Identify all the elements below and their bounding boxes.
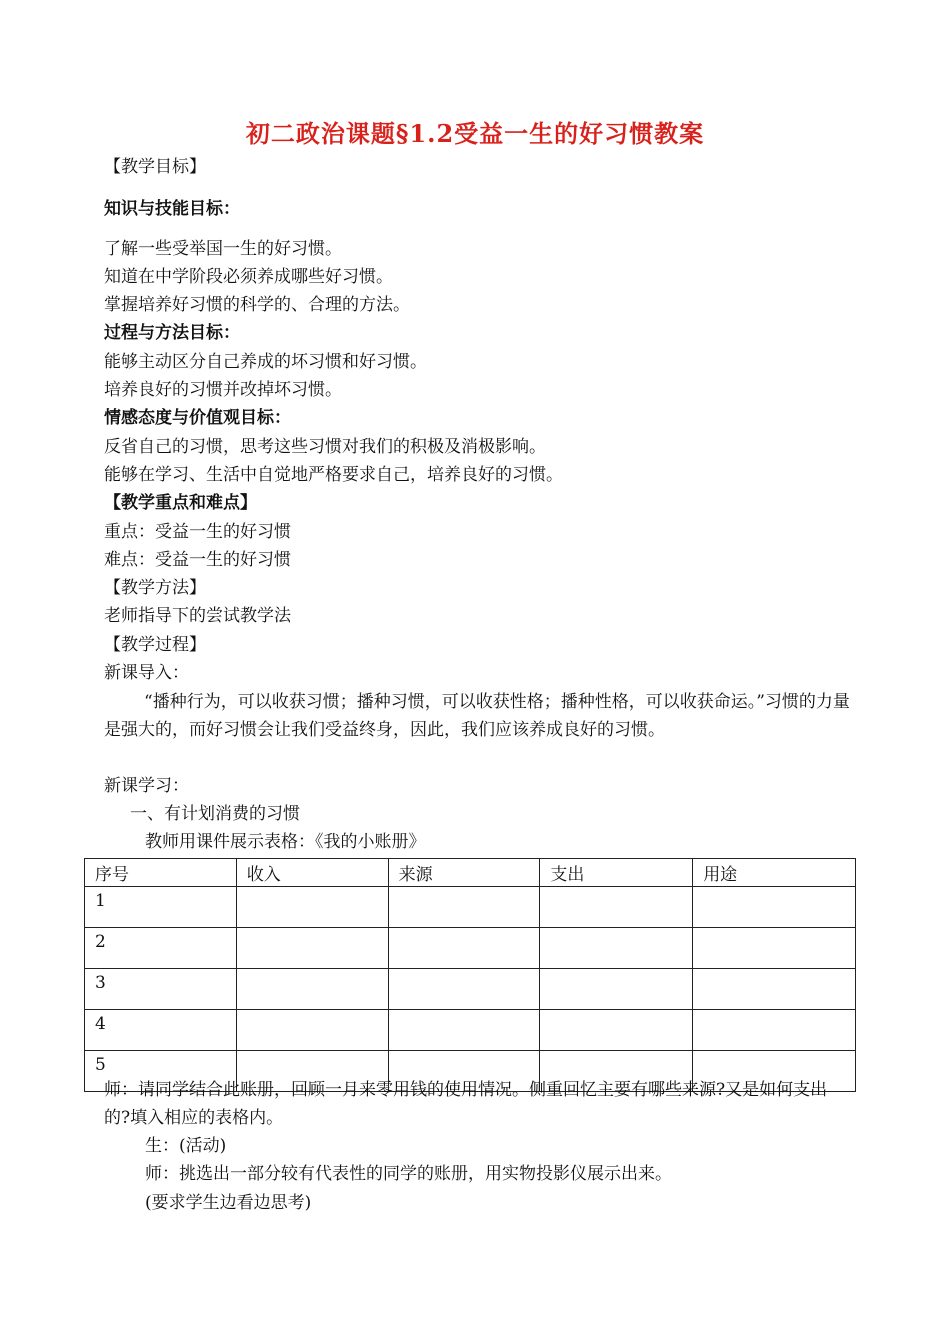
header-cell: 收入: [236, 859, 388, 887]
process-header: 过程与方法目标：: [104, 323, 240, 343]
table-row: [85, 928, 856, 969]
difficult-point: 难点：受益一生的好习惯: [104, 550, 291, 570]
empty-cell: [693, 1010, 856, 1051]
empty-cell: [388, 969, 540, 1010]
empty-cell: [388, 928, 540, 969]
process-section-header: 【教学过程】: [104, 635, 206, 655]
knowledge-item: 掌握培养好习惯的科学的、合理的方法。: [104, 295, 410, 315]
table-header-row: [85, 859, 856, 887]
empty-cell: [693, 887, 856, 928]
process-item: 培养良好的习惯并改掉坏习惯。: [104, 380, 342, 400]
objectives-header: 【教学目标】: [104, 157, 206, 177]
header-cell: 用途: [693, 859, 856, 887]
header-cell: 支出: [540, 859, 693, 887]
method-header: 【教学方法】: [104, 578, 206, 598]
key-difficult-header: 【教学重点和难点】: [104, 493, 257, 513]
ledger-table: [84, 858, 856, 1092]
empty-cell: [540, 969, 693, 1010]
row-number: 4: [85, 1010, 237, 1051]
row-number: 1: [85, 887, 237, 928]
process-item: 能够主动区分自己养成的坏习惯和好习惯。: [104, 352, 427, 372]
row-number: 2: [85, 928, 237, 969]
table-row: [85, 1010, 856, 1051]
empty-cell: [693, 969, 856, 1010]
emotion-item: 能够在学习、生活中自觉地严格要求自己，培养良好的习惯。: [104, 465, 563, 485]
student-note: (要求学生边看边思考): [145, 1193, 312, 1213]
row-number: 3: [85, 969, 237, 1010]
part-one-title: 一、有计划消费的习惯: [130, 804, 300, 824]
intro-paragraph: “播种行为，可以收获习惯；播种习惯，可以收获性格；播种性格，可以收获命运。”习惯的力量是强大的，而好习惯会让我们受益终身，因此，我们应该养成良好的习惯。: [104, 692, 850, 740]
table-row: [85, 969, 856, 1010]
knowledge-item: 知道在中学阶段必须养成哪些好习惯。: [104, 267, 393, 287]
empty-cell: [236, 887, 388, 928]
empty-cell: [388, 1010, 540, 1051]
table-caption: 教师用课件展示表格：《我的小账册》: [145, 832, 426, 852]
teacher-display: 师：挑选出一部分较有代表性的同学的账册，用实物投影仪展示出来。: [145, 1164, 672, 1184]
empty-cell: [388, 887, 540, 928]
header-cell: 序号: [85, 859, 237, 887]
emotion-header: 情感态度与价值观目标：: [104, 408, 291, 428]
header-cell: 来源: [388, 859, 540, 887]
empty-cell: [540, 928, 693, 969]
new-lesson-label: 新课学习：: [104, 776, 189, 796]
teacher-instruction: 师：请同学结合此账册，回顾一月来零用钱的使用情况。侧重回忆主要有哪些来源?又是如何支出的?填入相应的表格内。: [104, 1080, 828, 1128]
emotion-item: 反省自己的习惯，思考这些习惯对我们的积极及消极影响。: [104, 437, 546, 457]
document-title: 初二政治课题§1.2受益一生的好习惯教案: [245, 119, 705, 148]
empty-cell: [693, 928, 856, 969]
empty-cell: [540, 1010, 693, 1051]
method-text: 老师指导下的尝试教学法: [104, 606, 291, 626]
empty-cell: [540, 887, 693, 928]
empty-cell: [236, 928, 388, 969]
empty-cell: [236, 1010, 388, 1051]
knowledge-header: 知识与技能目标：: [104, 199, 240, 219]
key-point: 重点：受益一生的好习惯: [104, 522, 291, 542]
table-row: [85, 887, 856, 928]
intro-label: 新课导入：: [104, 663, 189, 683]
row-number: 5: [85, 1051, 237, 1092]
empty-cell: [236, 969, 388, 1010]
knowledge-item: 了解一些受举国一生的好习惯。: [104, 239, 342, 259]
student-activity: 生：(活动): [145, 1136, 227, 1156]
